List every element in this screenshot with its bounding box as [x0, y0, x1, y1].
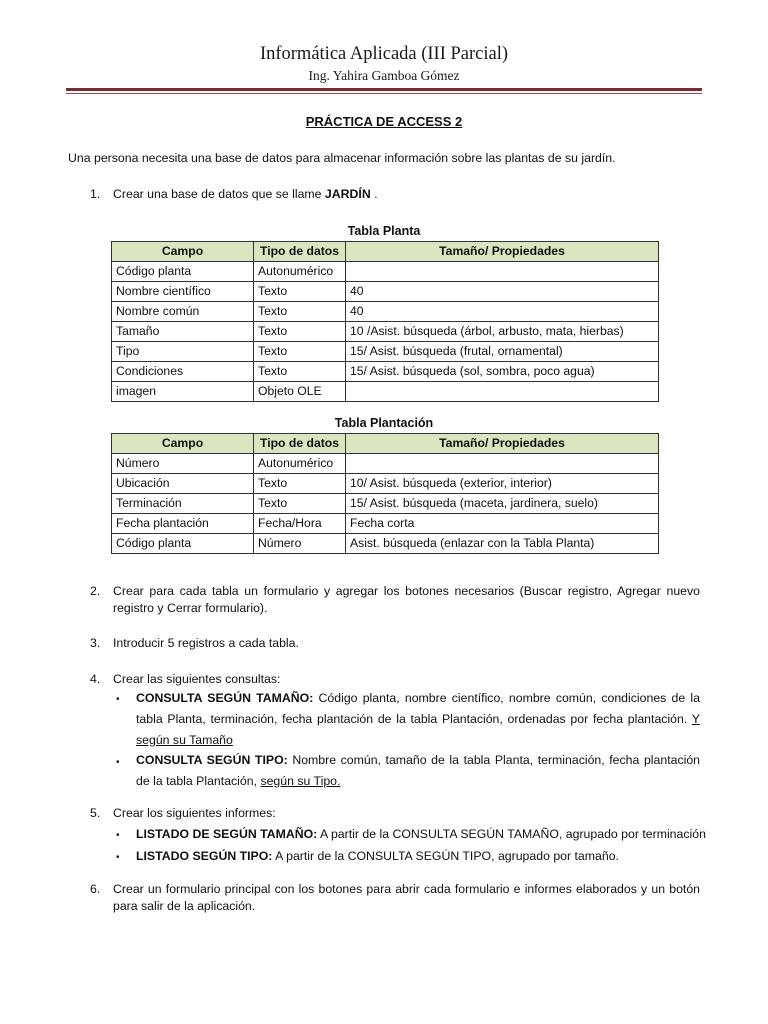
table-row — [112, 322, 659, 342]
item-1-lead: Crear una base de datos que se llame — [113, 187, 322, 201]
header-title: Informática Aplicada (III Parcial) — [259, 44, 509, 64]
cell-tamano-propiedades: 15/ Asist. búsqueda (frutal, ornamental) — [346, 342, 659, 362]
bullet-label: CONSULTA SEGÚN TIPO: — [136, 753, 288, 767]
item-5-bullet-2 — [136, 846, 700, 867]
cell-tamano-propiedades: 15/ Asist. búsqueda (maceta, jardinera, suelo) — [346, 494, 659, 514]
item-3-text: Introducir 5 registros a cada tabla. — [113, 636, 299, 650]
bullet-icon: • — [116, 852, 120, 863]
cell-tipo-datos: Autonumérico — [254, 262, 346, 282]
bullet-label: LISTADO SEGÚN TIPO: — [136, 849, 273, 863]
item-5-text: Crear los siguientes informes: — [113, 806, 276, 820]
bullet-text: A partir de la CONSULTA SEGÚN TAMAÑO, agrupado por terminación — [317, 827, 706, 841]
cell-campo: Nombre común — [112, 302, 254, 322]
bullet-icon: • — [116, 757, 120, 768]
cell-tamano-propiedades: 15/ Asist. búsqueda (sol, sombra, poco agua) — [346, 362, 659, 382]
bullet-label: LISTADO DE SEGÚN TAMAÑO: — [136, 827, 318, 841]
bullet-text: Código planta, nombre científico, nombre común, condiciones de la tabla Planta, terminación, fecha plantación de la tabla Plantación, ordenadas por fecha plantación. — [136, 691, 700, 726]
tabla-plantacion-caption: Tabla Plantación — [334, 416, 434, 430]
cell-campo: Fecha plantación — [112, 514, 254, 534]
table-header-row — [112, 242, 659, 262]
table-row — [112, 282, 659, 302]
table-row — [112, 534, 659, 554]
cell-campo: imagen — [112, 382, 254, 402]
bullet-icon: • — [116, 694, 120, 705]
header-rule-thin — [66, 93, 702, 94]
item-1-text — [113, 187, 378, 202]
tabla-plantacion — [111, 433, 659, 554]
document-title: PRÁCTICA DE ACCESS 2 — [305, 114, 463, 129]
item-1-tail: . — [370, 187, 378, 201]
item-6-number: 6. — [90, 882, 101, 896]
item-5-number: 5. — [90, 806, 101, 820]
cell-tamano-propiedades — [346, 382, 659, 402]
table-row — [112, 454, 659, 474]
table-row — [112, 342, 659, 362]
item-2-text: Crear para cada tabla un formulario y agregar los botones necesarios (Buscar registro, Agregar nuevo registro y Cerrar formulario). — [113, 584, 700, 615]
item-2-number: 2. — [90, 584, 101, 598]
bullet-text: Nombre común, tamaño de la tabla Planta, terminación, fecha plantación de la tabla Plantación, — [136, 753, 701, 788]
table-row — [112, 382, 659, 402]
cell-tipo-datos: Fecha/Hora — [254, 514, 346, 534]
cell-campo: Condiciones — [112, 362, 254, 382]
cell-tipo-datos: Texto — [254, 282, 346, 302]
item-3-number: 3. — [90, 636, 101, 650]
header-subtitle: Ing. Yahira Gamboa Gómez — [308, 68, 460, 83]
bullet-underlined-text: Y según su Tamaño — [136, 712, 700, 747]
item-4-bullet-2 — [136, 750, 700, 792]
column-header-tipo: Tipo de datos — [254, 434, 346, 454]
column-header-tamano: Tamaño/ Propiedades — [346, 242, 659, 262]
cell-tipo-datos: Objeto OLE — [254, 382, 346, 402]
item-4-number: 4. — [90, 672, 101, 686]
table-header-row — [112, 434, 659, 454]
column-header-campo: Campo — [112, 242, 254, 262]
cell-campo: Tipo — [112, 342, 254, 362]
cell-tipo-datos: Texto — [254, 362, 346, 382]
item-6-text: Crear un formulario principal con los botones para abrir cada formulario e informes elaborados y un botón para salir de la aplicación. — [113, 882, 700, 913]
cell-campo: Código planta — [112, 534, 254, 554]
intro-paragraph: Una persona necesita una base de datos para almacenar información sobre las plantas de su jardín. — [68, 151, 616, 165]
cell-tipo-datos: Texto — [254, 474, 346, 494]
item-5-bullet-1 — [136, 824, 706, 845]
cell-tamano-propiedades: Asist. búsqueda (enlazar con la Tabla Planta) — [346, 534, 659, 554]
table-row — [112, 302, 659, 322]
table-row — [112, 362, 659, 382]
item-4-bullet-1 — [136, 688, 700, 751]
item-1-db-name: JARDÍN — [324, 187, 371, 201]
column-header-tipo: Tipo de datos — [254, 242, 346, 262]
tabla-planta — [111, 241, 659, 402]
cell-tipo-datos: Texto — [254, 322, 346, 342]
cell-tipo-datos: Autonumérico — [254, 454, 346, 474]
cell-campo: Número — [112, 454, 254, 474]
column-header-campo: Campo — [112, 434, 254, 454]
cell-campo: Nombre científico — [112, 282, 254, 302]
bullet-text: A partir de la CONSULTA SEGÚN TIPO, agrupado por tamaño. — [272, 849, 619, 863]
table-row — [112, 494, 659, 514]
cell-tamano-propiedades: 40 — [346, 302, 659, 322]
cell-tamano-propiedades — [346, 262, 659, 282]
cell-tipo-datos: Texto — [254, 302, 346, 322]
header-rule-thick — [66, 88, 702, 91]
item-4-text: Crear las siguientes consultas: — [113, 672, 281, 686]
table-row — [112, 262, 659, 282]
bullet-icon: • — [116, 830, 120, 841]
cell-tipo-datos: Texto — [254, 342, 346, 362]
bullet-underlined-text: según su Tipo. — [260, 774, 341, 788]
cell-tamano-propiedades — [346, 454, 659, 474]
table-row — [112, 514, 659, 534]
table-row — [112, 474, 659, 494]
tabla-planta-caption: Tabla Planta — [347, 224, 421, 238]
column-header-tamano: Tamaño/ Propiedades — [346, 434, 659, 454]
cell-campo: Tamaño — [112, 322, 254, 342]
cell-tamano-propiedades: Fecha corta — [346, 514, 659, 534]
cell-tamano-propiedades: 40 — [346, 282, 659, 302]
cell-tipo-datos: Número — [254, 534, 346, 554]
cell-campo: Terminación — [112, 494, 254, 514]
cell-campo: Código planta — [112, 262, 254, 282]
cell-campo: Ubicación — [112, 474, 254, 494]
cell-tamano-propiedades: 10/ Asist. búsqueda (exterior, interior) — [346, 474, 659, 494]
bullet-label: CONSULTA SEGÚN TAMAÑO: — [136, 691, 314, 705]
cell-tipo-datos: Texto — [254, 494, 346, 514]
cell-tamano-propiedades: 10 /Asist. búsqueda (árbol, arbusto, mata, hierbas) — [346, 322, 659, 342]
item-1-number: 1. — [90, 187, 101, 201]
